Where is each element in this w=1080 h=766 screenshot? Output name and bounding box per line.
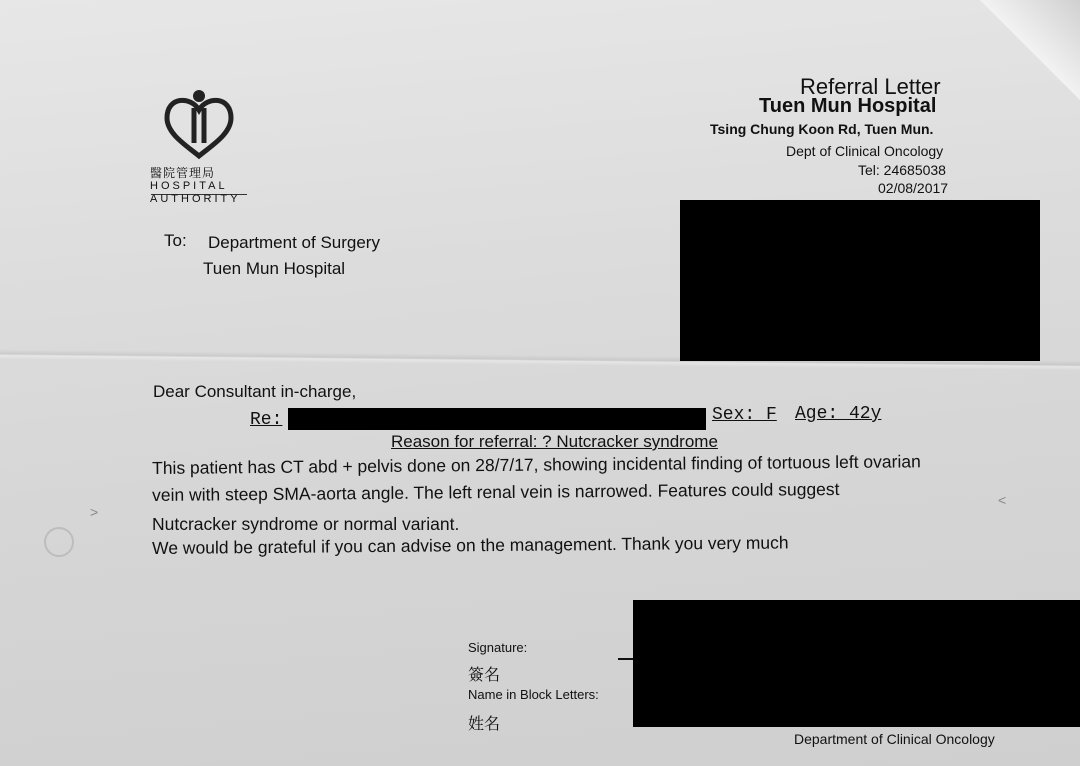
logo-english-line2: AUTHORITY xyxy=(150,193,241,205)
patient-sex: Sex: F xyxy=(712,405,777,425)
logo-chinese-text: 醫院管理局 xyxy=(150,166,216,180)
letterhead-hospital-name: Tuen Mun Hospital xyxy=(759,95,937,117)
redacted-patient-name xyxy=(288,408,706,430)
to-label: To: xyxy=(164,231,187,250)
redacted-patient-label xyxy=(680,200,1040,361)
punch-hole xyxy=(44,527,74,557)
redacted-signature xyxy=(633,600,1080,727)
body-line-3: Nutcracker syndrome or normal variant. xyxy=(152,514,460,534)
body-line-1: This patient has CT abd + pelvis done on 28/7/17, showing incidental finding of tortuous left ovarian xyxy=(152,451,921,478)
letter-type-title: Referral Letter xyxy=(800,74,941,99)
name-label-chinese: 姓名 xyxy=(468,716,501,733)
patient-age: Age: 42y xyxy=(795,404,882,424)
body-line-4: We would be grateful if you can advise on the management. Thank you very much xyxy=(152,532,789,558)
signature-label: Signature: xyxy=(468,640,528,655)
referral-reason: Reason for referral: ? Nutcracker syndrome xyxy=(391,432,718,451)
signature-line xyxy=(618,658,634,660)
letter-date: 02/08/2017 xyxy=(878,180,949,196)
recipient-department: Department of Surgery xyxy=(208,233,380,252)
body-line-2: vein with steep SMA-aorta angle. The left renal vein is narrowed. Features could suggest xyxy=(152,479,840,505)
signature-label-chinese: 簽名 xyxy=(468,667,501,684)
letterhead-address: Tsing Chung Koon Rd, Tuen Mun. xyxy=(710,121,934,137)
logo-english-line1: HOSPITAL xyxy=(150,180,228,192)
salutation: Dear Consultant in-charge, xyxy=(153,382,357,401)
re-label: Re: xyxy=(250,410,283,430)
hospital-authority-emblem-icon xyxy=(161,88,239,160)
letterhead-tel: Tel: 24685038 xyxy=(858,162,946,178)
footer-department: Department of Clinical Oncology xyxy=(794,731,995,747)
letterhead-department: Dept of Clinical Oncology xyxy=(786,143,944,159)
hospital-authority-logo xyxy=(145,88,255,208)
recipient-hospital: Tuen Mun Hospital xyxy=(203,259,346,278)
left-margin-mark: > xyxy=(90,504,99,520)
right-margin-mark: < xyxy=(998,492,1007,508)
name-in-block-letters-label: Name in Block Letters: xyxy=(468,687,599,702)
paper-corner-curl xyxy=(970,0,1080,110)
